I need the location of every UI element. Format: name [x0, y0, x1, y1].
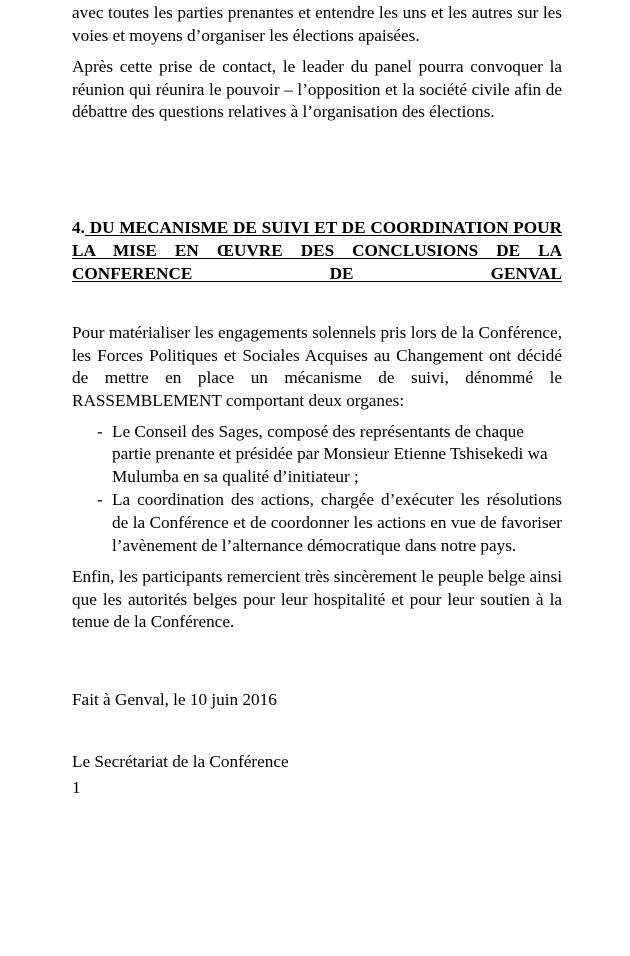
section-title-text: DU MECANISME DE SUIVI ET DE COORDINATION POUR LA MISE EN ŒUVRE DES CONCLUSIONS DE LA CONFERENCE DE GENVAL: [72, 217, 562, 283]
list-item-text: La coordination des actions, chargée d’exécuter les résolutions de la Conférence et de coordonner les actions en vue de favoriser l’avènement de l’alternance démocratique dans notre pays.: [112, 490, 562, 555]
page-content: [72, 0, 562, 800]
list-item-text: Le Conseil des Sages, composé des représentants de chaque partie prenante et présidée par Monsieur Etienne Tshisekedi wa Mulumba en sa qualité d’initiateur ;: [112, 421, 548, 486]
paragraph-remerciements: Enfin, les participants remercient très sincèrement le peuple belge ainsi que les autorités belges pour leur hospitalité et pour leur soutien à la tenue de la Conférence.: [72, 567, 562, 632]
list-item: [72, 421, 562, 489]
organes-list: [72, 421, 562, 558]
continuation-block: [72, 0, 562, 124]
footer-spacer-top: [72, 643, 562, 689]
list-item: [72, 489, 562, 557]
section-number: 4.: [72, 217, 85, 237]
place-and-date: Fait à Genval, le 10 juin 2016: [72, 689, 277, 709]
paragraph-intro-mecanisme: Pour matérialiser les engagements solennels pris lors de la Conférence, les Forces Politiques et Sociales Acquises au Changement ont décidé de mettre en place un mécanisme de suivi, dénommé le RASSEMBLEMENT comportant deux organes:: [72, 323, 562, 410]
footer-spacer-mid: [72, 711, 562, 751]
paragraph-apres-contact: Après cette prise de contact, le leader du panel pourra convoquer la réunion qui réunira le pouvoir – l’opposition et la société civile afin de débattre des questions relatives à l’organisation des élections.: [72, 57, 562, 122]
page-number: 1: [72, 778, 81, 798]
paragraph-continuation: avec toutes les parties prenantes et entendre les uns et les autres sur les voies et moyens d’organiser les élections apaisées.: [72, 3, 562, 45]
bullet-dash-icon: -: [97, 490, 103, 510]
signatory-line: Le Secrétariat de la Conférence: [72, 752, 289, 772]
section-spacer: [72, 133, 562, 217]
bullet-dash-icon: -: [97, 421, 103, 441]
section-heading: [72, 217, 562, 308]
